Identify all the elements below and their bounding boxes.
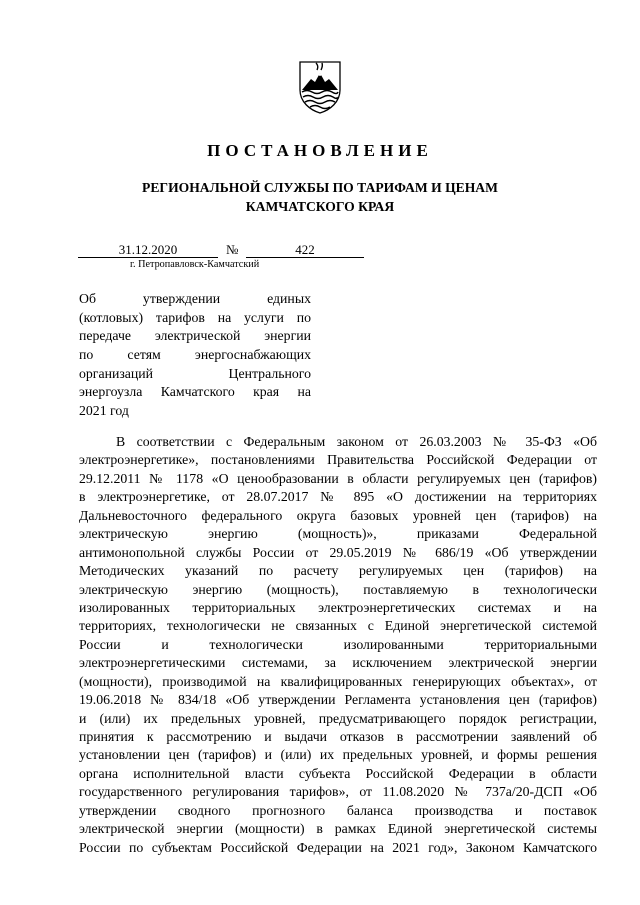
subject-line: (котловых) тарифов на услуги по: [79, 309, 311, 325]
body-line: государственного регулирования тарифов», от 11.08.2020 № 737а/20-ДСП «Об: [79, 784, 597, 800]
body-line: утверждении сводного прогнозного баланса производства и поставок: [79, 802, 597, 818]
body-line: 19.06.2018 № 834/18 «Об утверждении Регламента установления цен (тарифов): [79, 692, 597, 708]
body-line: изолированных территориальных электроэнергетических системах и на: [79, 599, 597, 615]
document-body: [79, 433, 597, 857]
subject-line: организаций Центрального: [79, 365, 311, 381]
document-number: 422: [246, 242, 364, 258]
body-line: В соответствии с Федеральным законом от 26.03.2003 № 35-ФЗ «Об: [116, 434, 597, 449]
document-title: ПОСТАНОВЛЕНИЕ: [207, 141, 433, 160]
body-line: России по субъектам Российской Федерации на 2021 год», Законом Камчатского: [79, 839, 597, 855]
body-line: территориях, технологически не связанных с Единой энергетической системой: [79, 618, 597, 634]
subject-line: энергоузла Камчатского края на: [79, 384, 311, 400]
body-line: электроэнергетике», постановлениями Правительства Российской Федерации от: [79, 452, 597, 468]
body-line: Методических указаний по расчету регулируемых цен (тарифов) на: [79, 563, 597, 579]
subject-line: по сетям энергоснабжающих: [79, 347, 311, 363]
body-line: электрической энергии (мощности) в рамках Единой энергетической системы: [79, 821, 597, 837]
number-sign: №: [226, 242, 239, 257]
subject-line: передаче электрической энергии: [79, 328, 311, 344]
body-line: установлении цен (тарифов) и (или) их предельных уровней, и формы решения: [79, 747, 597, 763]
issuing-authority-line-2: КАМЧАТСКОГО КРАЯ: [245, 199, 395, 214]
body-line: электроэнергетическими системами, за исключением электрической энергии: [79, 655, 597, 671]
issuing-authority-line-1: РЕГИОНАЛЬНОЙ СЛУЖБЫ ПО ТАРИФАМ И ЦЕНАМ: [142, 180, 498, 195]
body-line: антимонопольной службы России от 29.05.2019 № 686/19 «Об утверждении: [79, 544, 597, 560]
subject-line: 2021 год: [79, 403, 129, 419]
subject-line: Об утверждении единых: [79, 291, 311, 306]
kamchatka-coat-of-arms-icon: [298, 60, 342, 114]
body-line: России и технологически изолированными территориальными: [79, 636, 597, 652]
body-line: электрическую энергию (мощность)», приказами Федеральной: [79, 526, 597, 542]
issue-city: г. Петропавловск-Камчатский: [130, 259, 260, 270]
document-subject: [79, 290, 311, 421]
body-line: (мощности), производимой на квалифицированных генерирующих объектах», от: [79, 673, 597, 689]
body-line: органа исполнительной власти субъекта Российской Федерации в области: [79, 765, 597, 781]
body-line: и (или) их предельных уровней, предусматривающего порядок регистрации,: [79, 710, 597, 726]
body-line: электрическую энергию (мощность), поставляемую в технологически: [79, 581, 597, 597]
body-line: принятия к рассмотрению и выдачи отказов в рассмотрении заявлений об: [79, 729, 597, 744]
document-date: 31.12.2020: [78, 242, 218, 258]
body-line: в электроэнергетике, от 28.07.2017 № 895 «О достижении на территориях: [79, 489, 597, 505]
issuing-authority: [0, 178, 640, 216]
body-line: Дальневосточного федерального округа базовых уровней цен (тарифов) на: [79, 507, 597, 523]
body-line: 29.12.2011 № 1178 «О ценообразовании в области регулируемых цен (тарифов): [79, 470, 597, 486]
